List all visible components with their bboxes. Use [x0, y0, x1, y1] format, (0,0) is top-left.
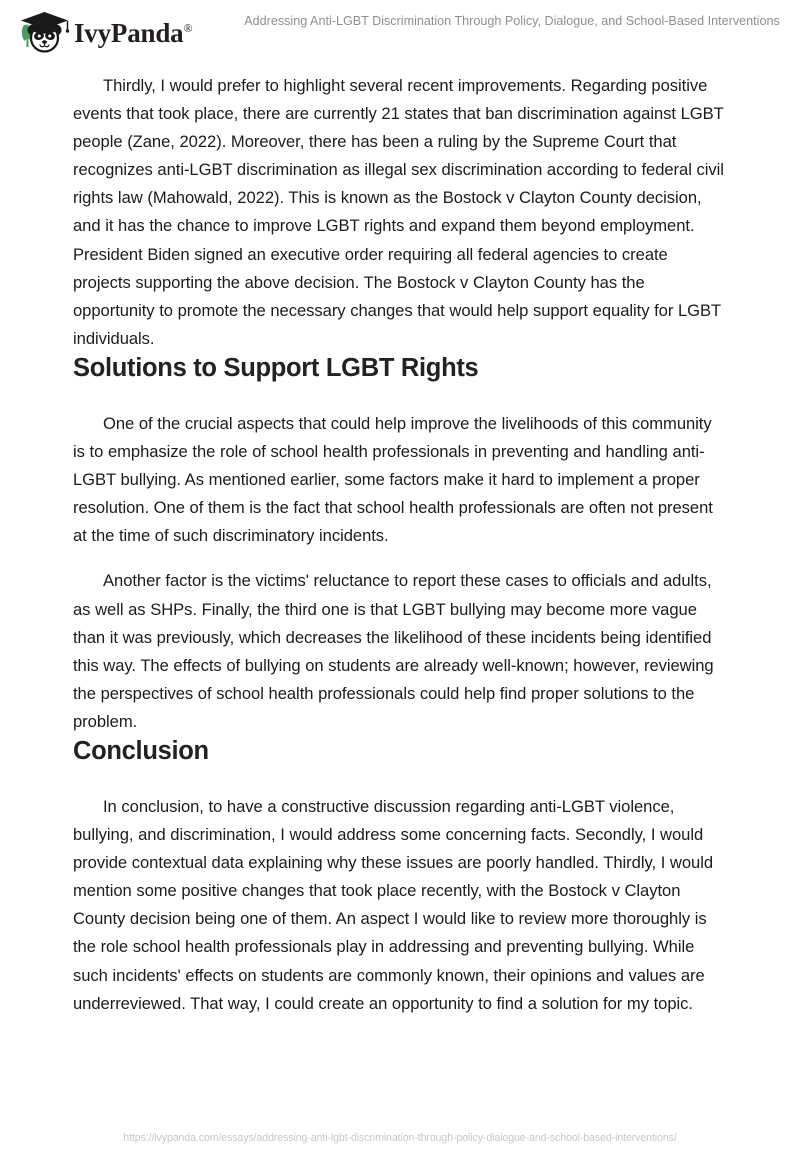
paragraph: Another factor is the victims' reluctance to report these cases to officials and adults, as well as SHPs. Finally, the third one is that LGBT bullying may become more vague than it was previously, which decreases the likelihood of these incidents being identified this way. The effects of bullying on students are already well-known; however, reviewing the perspectives of school health professionals could help find proper solutions to the problem. [73, 571, 714, 731]
paragraph: In conclusion, to have a constructive discussion regarding anti-LGBT violence, bullying, and discrimination, I would address some concerning facts. Secondly, I would provide contextual data explaining why these issues are poorly handled. Thirdly, I would mention some positive changes that took place recently, with the Bostock v Clayton County decision being one of them. An aspect I would like to review more thoroughly is the role school health professionals play in addressing and preventing bullying. While such incidents' effects on students are commonly known, their opinions and values are underreviewed. That way, I could create an opportunity to find a solution for my topic. [73, 796, 714, 1013]
paragraph: Thirdly, I would prefer to highlight several recent improvements. Regarding positive events that took place, there are currently 21 states that ban discrimination against LGBT people (Zane, 2022). Moreover, there has been a ruling by the Supreme Court that recognizes anti-LGBT discrimination as illegal sex discrimination according to federal civil rights law (Mahowald, 2022). This is known as the Bostock v Clayton County decision, and it has the chance to improve LGBT rights and expand them beyond employment. President Biden signed an executive order requiring all federal agencies to create projects supporting the above decision. The Bostock v Clayton County has the opportunity to promote the necessary changes that would help support equality for LGBT individuals. [73, 76, 724, 348]
brand-logo-link[interactable] [18, 10, 192, 56]
page-header [0, 0, 800, 66]
paragraph: One of the crucial aspects that could help improve the livelihoods of this community is to emphasize the role of school health professionals in preventing and handling anti-LGBT bullying. As mentioned earlier, some factors make it hard to implement a proper resolution. One of them is the fact that school health professionals are often not present at the time of such discriminatory incidents. [73, 413, 713, 546]
article-body [73, 72, 726, 1018]
panda-graduation-cap-logo [18, 10, 70, 56]
registered-trademark-icon: ® [183, 20, 193, 35]
brand-name-text: IvyPanda [74, 17, 184, 48]
section-heading-conclusion: Conclusion [73, 736, 209, 765]
document-title-header: Addressing Anti-LGBT Discrimination Through Policy, Dialogue, and School-Based Interventions [244, 14, 780, 28]
brand-wordmark [74, 17, 193, 48]
page-footer [0, 1128, 800, 1146]
section-heading-solutions: Solutions to Support LGBT Rights [73, 353, 479, 382]
source-url[interactable]: https://ivypanda.com/essays/addressing-anti-lgbt-discrimination-through-policy-dialogue-and-school-based-interventions/ [123, 1132, 677, 1144]
